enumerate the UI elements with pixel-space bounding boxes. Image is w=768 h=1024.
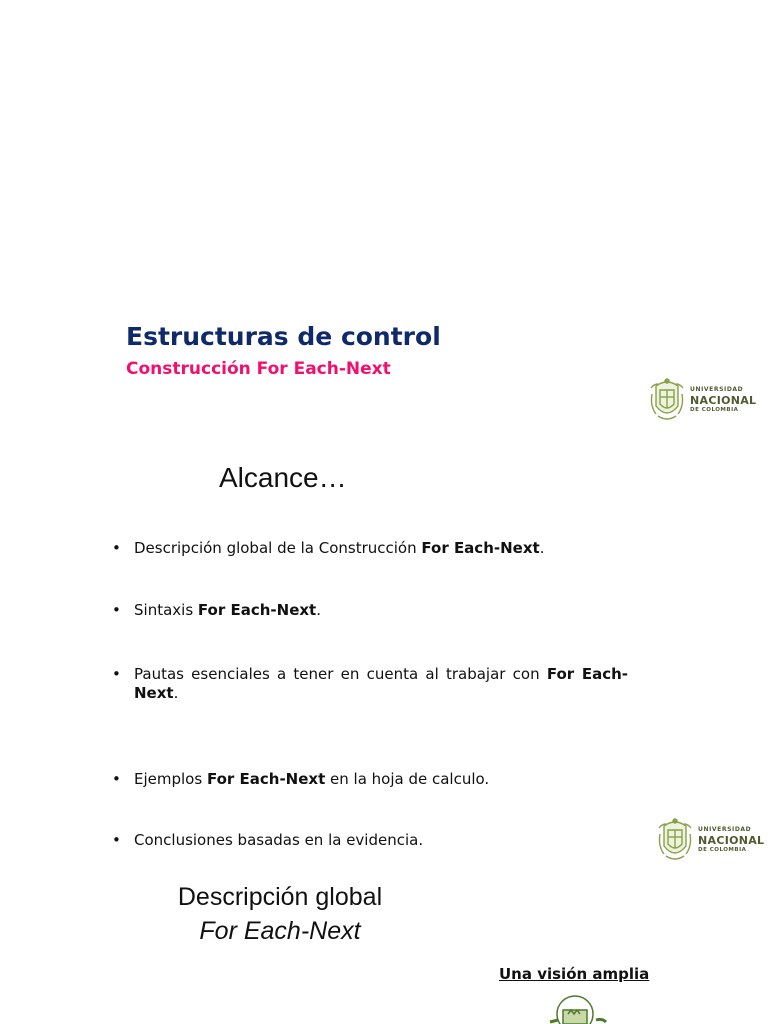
university-logo: [656, 816, 764, 864]
list-item: • Conclusiones basadas en la evidencia.: [112, 831, 424, 849]
list-item: • Sintaxis For Each-Next.: [112, 601, 321, 619]
descripcion-line2: For Each-Next: [199, 917, 361, 945]
logo-line-nacional: NACIONAL: [690, 393, 757, 407]
university-logo: [648, 376, 756, 424]
vision-label: Una visión amplia: [499, 965, 650, 983]
logo-line-nacional: NACIONAL: [698, 833, 765, 847]
alcance-list: [112, 539, 628, 849]
page-title: Estructuras de control: [126, 322, 441, 351]
logo-line-colombia: DE COLOMBIA: [690, 406, 739, 413]
bullet-dot: •: [112, 539, 121, 557]
logo-line-colombia: DE COLOMBIA: [698, 846, 747, 853]
bullet-dot: •: [112, 831, 121, 849]
lightbulb-icon: [548, 992, 612, 1024]
logo-line-universidad: UNIVERSIDAD: [690, 385, 744, 393]
list-item: • Pautas esenciales a tener en cuenta al trabajar con For Each-Next.: [112, 665, 628, 702]
bullet-dot: •: [112, 665, 121, 683]
university-seal-icon: [648, 376, 686, 424]
descripcion-line1: Descripción global: [177, 883, 383, 911]
bullet-dot: •: [112, 601, 121, 619]
bullet-dot: •: [112, 770, 121, 788]
list-item: • Descripción global de la Construcción For Each-Next.: [112, 539, 545, 557]
university-seal-icon: [656, 816, 694, 864]
alcance-heading: Alcance…: [219, 462, 347, 493]
page-subtitle: Construcción For Each-Next: [126, 359, 391, 379]
descripcion-heading: [130, 880, 430, 948]
list-item: • Ejemplos For Each-Next en la hoja de calculo.: [112, 770, 490, 788]
logo-line-universidad: UNIVERSIDAD: [698, 825, 752, 833]
